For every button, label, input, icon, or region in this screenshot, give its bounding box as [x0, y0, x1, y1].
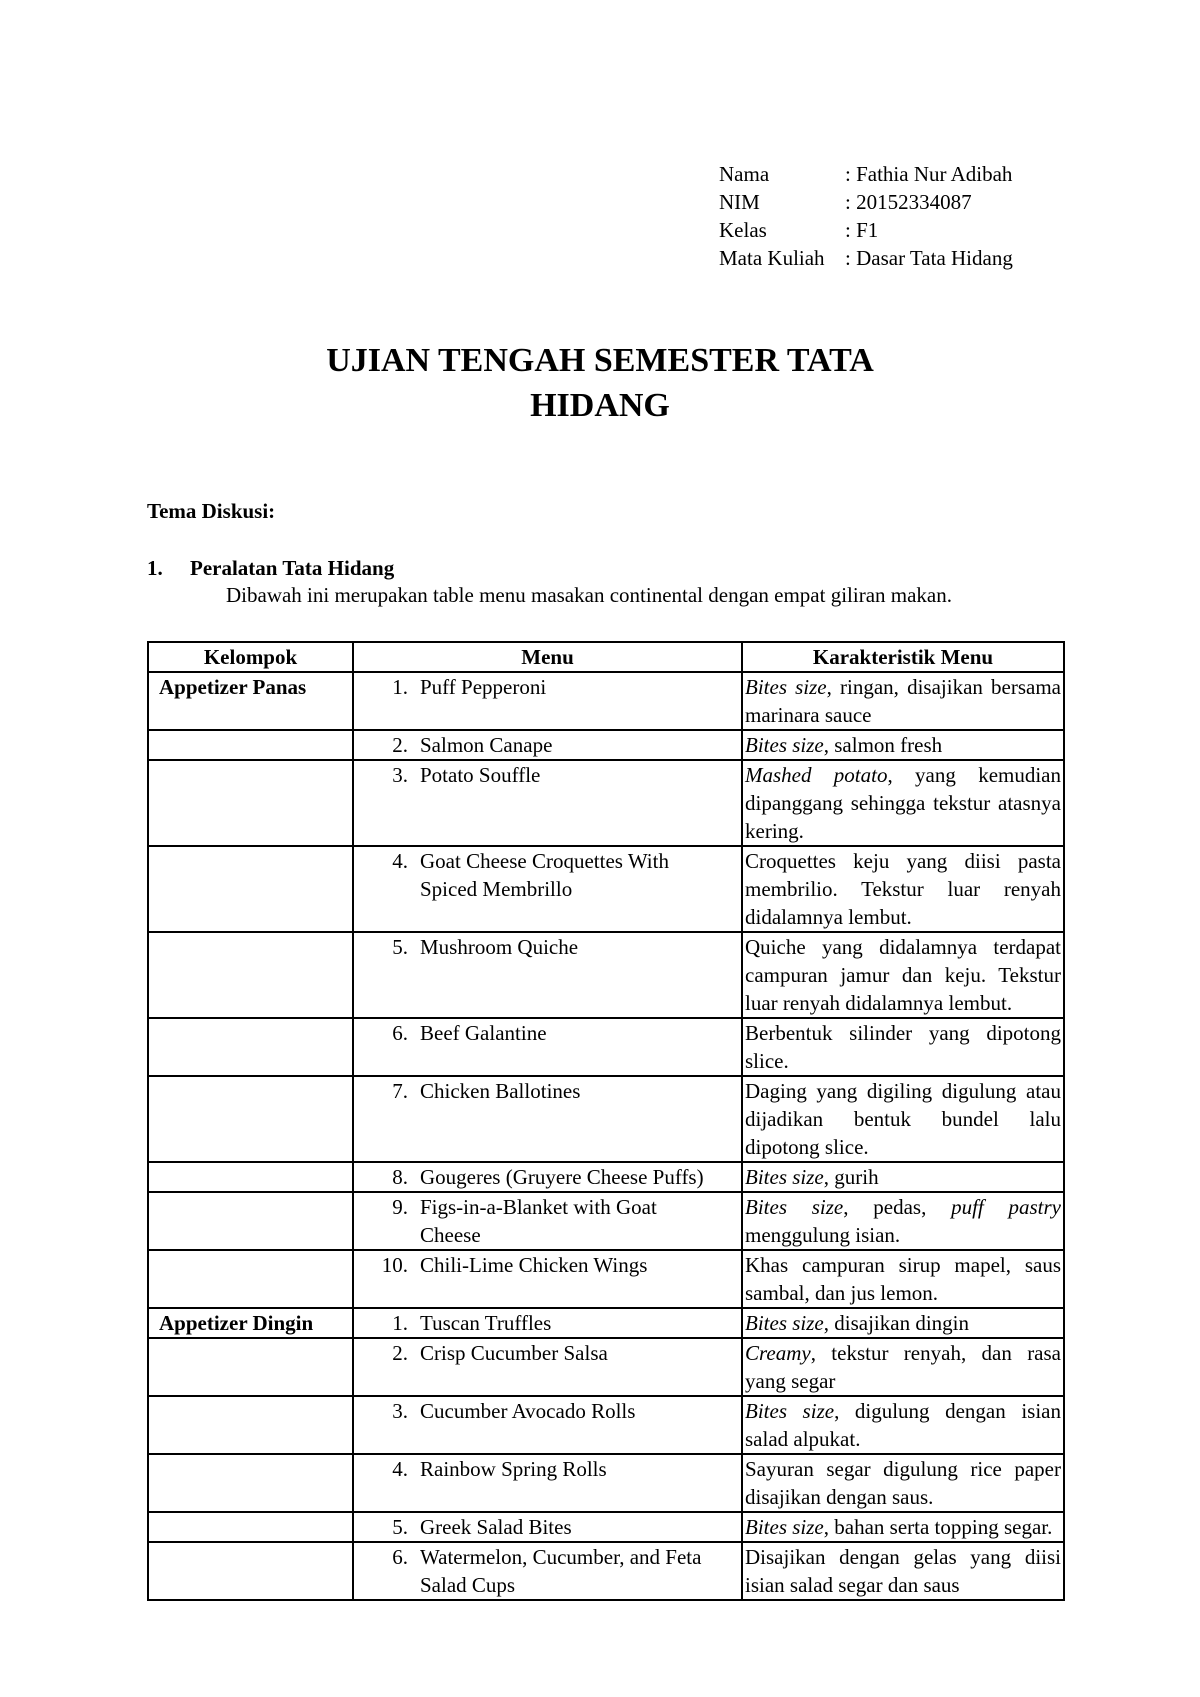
- menu-name: Beef Galantine: [420, 1021, 547, 1045]
- karakteristik-cell: [742, 932, 1064, 1018]
- info-row: [719, 188, 1013, 216]
- menu-number: 4.: [392, 1457, 408, 1481]
- menu-name: Goat Cheese Croquettes With Spiced Membrillo: [420, 849, 669, 901]
- table-row: [148, 1192, 1064, 1250]
- karakteristik-emphasis: Bites size: [745, 1515, 824, 1539]
- menu-cell: [353, 1018, 742, 1076]
- menu-number: 7.: [392, 1079, 408, 1103]
- info-label: Nama: [719, 162, 770, 186]
- menu-cell: [353, 1250, 742, 1308]
- header-karakteristik: Karakteristik Menu: [742, 642, 1064, 672]
- table-row: [148, 932, 1064, 1018]
- menu-cell: [353, 1542, 742, 1600]
- karakteristik-text: Croquettes keju yang diisi pasta membrilio. Tekstur luar renyah didalamnya lembut.: [745, 849, 1061, 929]
- section-title: Peralatan Tata Hidang: [190, 556, 395, 580]
- info-row: [719, 216, 1013, 244]
- karakteristik-cell: [742, 1512, 1064, 1542]
- student-info: [719, 160, 1013, 272]
- table-row: [148, 1396, 1064, 1454]
- menu-cell: [353, 1512, 742, 1542]
- group-cell: [148, 1512, 353, 1542]
- table-row: [148, 730, 1064, 760]
- karakteristik-emphasis: Bites size: [745, 1165, 824, 1189]
- karakteristik-cell: [742, 1338, 1064, 1396]
- table-row: [148, 1512, 1064, 1542]
- info-label: NIM: [719, 190, 760, 214]
- karakteristik-text: Berbentuk silinder yang dipotong slice.: [745, 1021, 1061, 1073]
- table-row: [148, 1250, 1064, 1308]
- menu-cell: [353, 1338, 742, 1396]
- karakteristik-emphasis: Bites size: [745, 1195, 844, 1219]
- menu-name: Chili-Lime Chicken Wings: [420, 1253, 648, 1277]
- group-cell: [148, 1192, 353, 1250]
- menu-number: 4.: [392, 849, 408, 873]
- tema-heading: Tema Diskusi:: [147, 499, 276, 523]
- menu-cell: [353, 760, 742, 846]
- karakteristik-text: menggulung isian.: [745, 1223, 901, 1247]
- karakteristik-cell: [742, 730, 1064, 760]
- menu-name: Figs-in-a-Blanket with Goat Cheese: [420, 1195, 657, 1247]
- group-cell: [148, 1018, 353, 1076]
- menu-cell: [353, 1454, 742, 1512]
- menu-cell: [353, 730, 742, 760]
- info-label: Kelas: [719, 218, 767, 242]
- table-row: [148, 1018, 1064, 1076]
- section-description: Dibawah ini merupakan table menu masakan continental dengan empat giliran makan.: [226, 583, 952, 607]
- header-menu: Menu: [353, 642, 742, 672]
- table-row: [148, 1542, 1064, 1600]
- info-label: Mata Kuliah: [719, 246, 825, 270]
- table-row: [148, 760, 1064, 846]
- title-line-1: UJIAN TENGAH SEMESTER TATA: [326, 342, 874, 379]
- group-cell: [148, 932, 353, 1018]
- table-row: [148, 1308, 1064, 1338]
- table-row: [148, 1162, 1064, 1192]
- karakteristik-emphasis: Creamy: [745, 1341, 811, 1365]
- group-cell: [148, 1542, 353, 1600]
- menu-cell: [353, 1308, 742, 1338]
- group-cell: [148, 1162, 353, 1192]
- menu-name: Rainbow Spring Rolls: [420, 1457, 607, 1481]
- info-value: : Dasar Tata Hidang: [845, 246, 1013, 270]
- title-line-2: HIDANG: [530, 387, 670, 424]
- menu-cell: [353, 672, 742, 730]
- menu-number: 3.: [392, 763, 408, 787]
- info-value: : 20152334087: [845, 190, 972, 214]
- group-cell: [148, 1250, 353, 1308]
- karakteristik-text: , yang kemudian dipanggang sehingga tekstur atasnya kering.: [745, 763, 1062, 843]
- info-value: : F1: [845, 218, 879, 242]
- karakteristik-emphasis: Bites size: [745, 1399, 835, 1423]
- karakteristik-text: Khas campuran sirup mapel, saus sambal, dan jus lemon.: [745, 1253, 1061, 1305]
- karakteristik-text: , salmon fresh: [823, 733, 943, 757]
- group-cell: [148, 846, 353, 932]
- karakteristik-text: Daging yang digiling digulung atau dijadikan bentuk bundel lalu dipotong slice.: [745, 1079, 1061, 1159]
- karakteristik-cell: [742, 1018, 1064, 1076]
- menu-name: Greek Salad Bites: [420, 1515, 572, 1539]
- menu-name: Gougeres (Gruyere Cheese Puffs): [420, 1165, 704, 1189]
- menu-cell: [353, 1162, 742, 1192]
- karakteristik-cell: [742, 760, 1064, 846]
- menu-number: 6.: [392, 1545, 408, 1569]
- karakteristik-cell: [742, 672, 1064, 730]
- karakteristik-emphasis: Bites size: [745, 733, 824, 757]
- group-cell: [148, 1396, 353, 1454]
- karakteristik-text: , ringan, disajikan bersama marinara sauce: [745, 675, 1061, 727]
- karakteristik-text: , gurih: [823, 1165, 879, 1189]
- menu-number: 8.: [392, 1165, 408, 1189]
- menu-table: [147, 641, 1065, 1601]
- group-cell: [148, 1454, 353, 1512]
- menu-number: 5.: [392, 1515, 408, 1539]
- menu-number: 6.: [392, 1021, 408, 1045]
- menu-number: 2.: [392, 1341, 408, 1365]
- table-row: [148, 672, 1064, 730]
- menu-name: Tuscan Truffles: [420, 1311, 552, 1335]
- karakteristik-cell: [742, 1192, 1064, 1250]
- table-row: [148, 1338, 1064, 1396]
- section-heading: [147, 556, 394, 581]
- menu-number: 3.: [392, 1399, 408, 1423]
- info-row: [719, 244, 1013, 272]
- menu-cell: [353, 932, 742, 1018]
- section-number: 1.: [147, 556, 163, 580]
- karakteristik-text: , bahan serta topping segar.: [823, 1515, 1053, 1539]
- menu-cell: [353, 846, 742, 932]
- menu-name: Mushroom Quiche: [420, 935, 579, 959]
- menu-name: Puff Pepperoni: [420, 675, 547, 699]
- group-cell: Appetizer Dingin: [148, 1308, 353, 1338]
- info-value: : Fathia Nur Adibah: [845, 162, 1013, 186]
- karakteristik-text: , disajikan dingin: [823, 1311, 969, 1335]
- menu-number: 1.: [392, 1311, 408, 1335]
- menu-name: Cucumber Avocado Rolls: [420, 1399, 636, 1423]
- karakteristik-text: , tekstur renyah, dan rasa yang segar: [745, 1341, 1061, 1393]
- karakteristik-cell: [742, 1076, 1064, 1162]
- karakteristik-text: , digulung dengan isian salad alpukat.: [745, 1399, 1061, 1451]
- karakteristik-text: Quiche yang didalamnya terdapat campuran jamur dan keju. Tekstur luar renyah didalamnya lembut.: [745, 935, 1061, 1015]
- karakteristik-cell: [742, 1162, 1064, 1192]
- menu-number: 5.: [392, 935, 408, 959]
- karakteristik-cell: [742, 1454, 1064, 1512]
- menu-name: Watermelon, Cucumber, and Feta Salad Cups: [420, 1545, 702, 1597]
- karakteristik-cell: [742, 1308, 1064, 1338]
- group-cell: [148, 1076, 353, 1162]
- table-header-row: [148, 642, 1064, 672]
- menu-name: Salmon Canape: [420, 733, 553, 757]
- group-cell: [148, 1338, 353, 1396]
- group-cell: [148, 760, 353, 846]
- karakteristik-cell: [742, 1250, 1064, 1308]
- karakteristik-emphasis: puff pastry: [951, 1195, 1061, 1219]
- menu-name: Potato Souffle: [420, 763, 541, 787]
- karakteristik-cell: [742, 1542, 1064, 1600]
- table-row: [148, 1454, 1064, 1512]
- karakteristik-cell: [742, 1396, 1064, 1454]
- karakteristik-emphasis: Mashed potato: [745, 763, 888, 787]
- karakteristik-text: , pedas,: [843, 1195, 952, 1219]
- menu-cell: [353, 1396, 742, 1454]
- page-title: [0, 338, 1200, 428]
- karakteristik-emphasis: Bites size: [745, 675, 827, 699]
- menu-number: 2.: [392, 733, 408, 757]
- table-row: [148, 846, 1064, 932]
- menu-name: Chicken Ballotines: [420, 1079, 581, 1103]
- karakteristik-text: Disajikan dengan gelas yang diisi isian salad segar dan saus: [745, 1545, 1061, 1597]
- karakteristik-cell: [742, 846, 1064, 932]
- group-cell: Appetizer Panas: [148, 672, 353, 730]
- karakteristik-emphasis: Bites size: [745, 1311, 824, 1335]
- menu-cell: [353, 1076, 742, 1162]
- menu-name: Crisp Cucumber Salsa: [420, 1341, 608, 1365]
- menu-cell: [353, 1192, 742, 1250]
- info-row: [719, 160, 1013, 188]
- table-row: [148, 1076, 1064, 1162]
- karakteristik-text: Sayuran segar digulung rice paper disajikan dengan saus.: [745, 1457, 1061, 1509]
- group-cell: [148, 730, 353, 760]
- menu-number: 1.: [392, 675, 408, 699]
- header-kelompok: Kelompok: [148, 642, 353, 672]
- menu-number: 10.: [381, 1253, 408, 1277]
- menu-number: 9.: [392, 1195, 408, 1219]
